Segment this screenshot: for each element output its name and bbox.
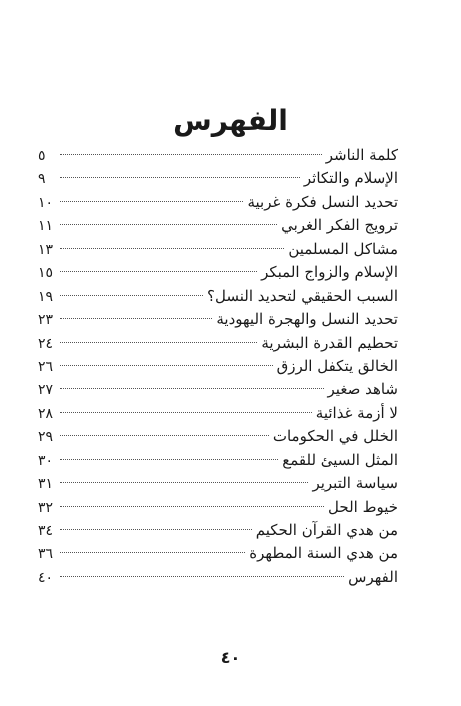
dot-leader: [60, 552, 245, 553]
toc-entry-page: ١٥: [38, 265, 54, 282]
toc-entry-label: كلمة الناشر: [325, 146, 398, 164]
toc-entry-label: تحديد النسل والهجرة اليهودية: [216, 310, 398, 329]
toc-entry-label: السبب الحقيقي لتحديد النسل؟: [207, 286, 398, 305]
toc-entry-page: ٣٠: [38, 452, 54, 469]
toc-entry[interactable]: [38, 144, 398, 167]
toc-entry[interactable]: [38, 308, 398, 331]
toc-entry-page: ٢٨: [38, 405, 54, 422]
toc-entry-page: ٣٤: [38, 523, 54, 539]
toc-entry-page: ١١: [38, 218, 54, 235]
toc-entry-page: ٣١: [38, 476, 54, 493]
dot-leader: [60, 388, 324, 389]
toc-entry-label: تحديد النسل فكرة غربية: [247, 192, 398, 211]
toc-entry[interactable]: [38, 378, 398, 401]
toc-entry-label: الخلل في الحكومات: [272, 427, 398, 446]
toc-entry[interactable]: [38, 214, 398, 237]
dot-leader: [60, 224, 277, 225]
toc-entry[interactable]: [38, 191, 398, 214]
toc-entry-label: الخالق يتكفل الرزق: [276, 356, 398, 375]
toc-entry-page: ١٣: [38, 241, 54, 258]
toc-entry-label: تحطيم القدرة البشرية: [261, 333, 398, 352]
toc-entry-page: ٢٣: [38, 312, 54, 329]
toc-entry-label: من هدي القرآن الحكيم: [255, 521, 398, 539]
page-title: الفهرس: [173, 103, 288, 137]
dot-leader: [60, 154, 322, 155]
page-number: ٤٠: [220, 648, 241, 667]
toc-entry-label: المثل السيئ للقمع: [282, 450, 398, 469]
dot-leader: [60, 506, 324, 507]
dot-leader: [60, 412, 312, 413]
table-of-contents: [38, 144, 398, 589]
toc-entry-page: ٢٧: [38, 382, 54, 399]
toc-entry-page: ٤٠: [38, 569, 54, 586]
dot-leader: [60, 177, 300, 178]
toc-entry-label: سياسة التبرير: [312, 474, 398, 493]
toc-entry-page: ٣٢: [38, 499, 54, 516]
toc-entry-page: ٣٦: [38, 546, 54, 563]
toc-entry[interactable]: [38, 355, 398, 378]
toc-entry[interactable]: [38, 542, 398, 565]
dot-leader: [60, 576, 344, 577]
toc-entry-label: مشاكل المسلمين: [288, 239, 398, 258]
toc-entry[interactable]: [38, 496, 398, 519]
toc-entry-page: ٢٤: [38, 335, 54, 352]
toc-entry[interactable]: [38, 332, 398, 355]
toc-entry[interactable]: [38, 402, 398, 425]
toc-entry-page: ١٠: [38, 194, 54, 211]
dot-leader: [60, 295, 203, 296]
dot-leader: [60, 459, 278, 460]
toc-entry[interactable]: [38, 167, 398, 190]
dot-leader: [60, 482, 308, 483]
dot-leader: [60, 342, 257, 343]
toc-entry-label: خيوط الحل: [328, 497, 398, 516]
toc-entry-page: ٢٩: [38, 429, 54, 446]
toc-entry-page: ٥: [38, 148, 46, 164]
dot-leader: [60, 318, 212, 319]
dot-leader: [60, 248, 284, 249]
dot-leader: [60, 529, 252, 530]
dot-leader: [60, 365, 273, 366]
toc-entry-label: ترويج الفكر الغربي: [281, 216, 398, 235]
toc-entry[interactable]: [38, 449, 398, 472]
toc-entry-label: لا أزمة غذائية: [315, 403, 398, 422]
toc-entry[interactable]: [38, 566, 398, 589]
toc-entry[interactable]: [38, 285, 398, 308]
toc-entry[interactable]: [38, 519, 398, 542]
toc-entry-page: ٢٦: [38, 358, 54, 375]
toc-entry[interactable]: [38, 425, 398, 448]
toc-entry[interactable]: [38, 261, 398, 284]
toc-entry-page: ٩: [38, 171, 46, 188]
toc-entry[interactable]: [38, 472, 398, 495]
toc-entry-page: ١٩: [38, 288, 54, 305]
toc-entry[interactable]: [38, 238, 398, 261]
dot-leader: [60, 271, 257, 272]
dot-leader: [60, 201, 243, 202]
toc-entry-label: الإسلام والتكاثر: [303, 169, 398, 188]
toc-entry-label: من هدي السنة المطهرة: [249, 544, 398, 563]
toc-entry-label: الفهرس: [348, 567, 398, 586]
toc-entry-label: شاهد صغير: [327, 380, 398, 399]
dot-leader: [60, 435, 269, 436]
toc-entry-label: الإسلام والزواج المبكر: [261, 263, 398, 282]
